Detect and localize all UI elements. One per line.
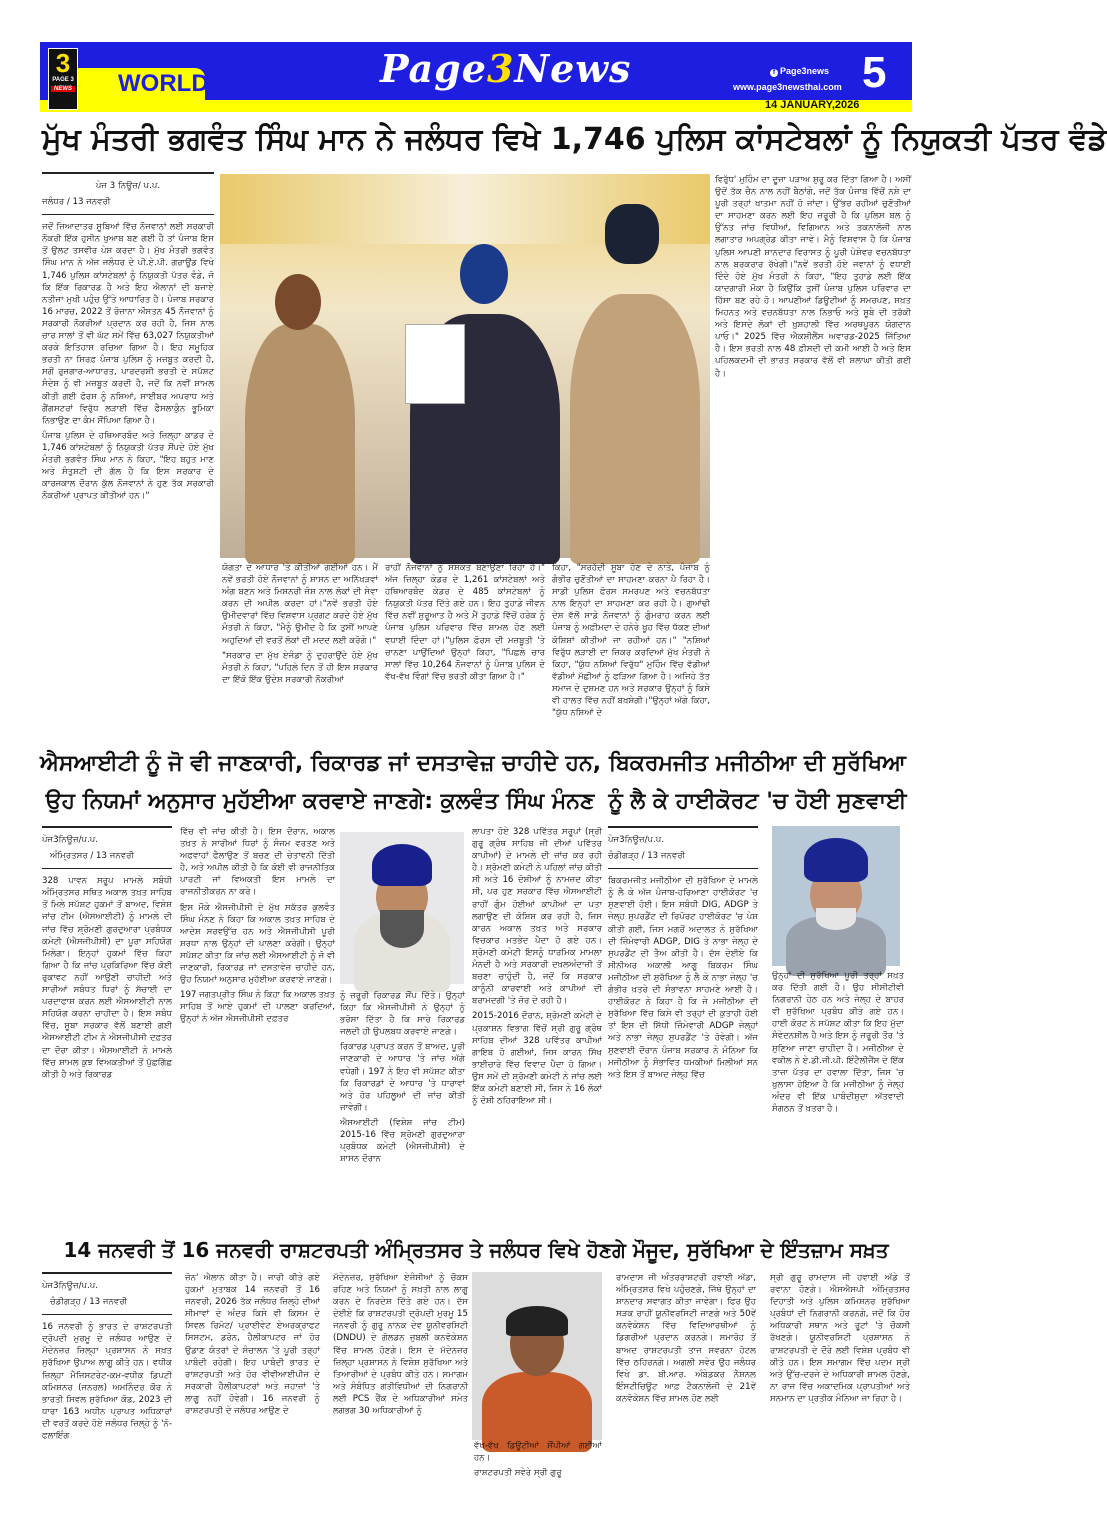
paragraph: 197 ਜਗਤਪ੍ਰੀਤ ਸਿੰਘ ਨੇ ਕਿਹਾ ਕਿ ਅਕਾਲ ਤਖ਼ਤ ਸਾਹਿਬ ਤੋਂ ਆਏ ਹੁਕਮਾਂ ਦੀ ਪਾਲਣਾ ਕਰਦਿਆਂ, ਉਨ੍ਹਾਂ ਨੇ ਅੱਜ ਐਸਜੀਪੀਸੀ ਦਫ਼ਤਰ [180,990,335,1025]
story4-col5: ਰਾਮਦਾਸ ਜੀ ਅੰਤਰਰਾਸ਼ਟਰੀ ਹਵਾਈ ਅੱਡਾ, ਅੰਮ੍ਰਿਤਸਰ ਵਿਖੇ ਪਹੁੰਚਣਗੇ, ਜਿੱਥੇ ਉਨ੍ਹਾਂ ਦਾ ਸ਼ਾਨਦਾਰ ਸਵਾਗਤ ਕੀਤਾ ਜਾਵੇਗਾ। ਫਿਰ ਉਹ ਸੜਕ ਰਾਹੀਂ ਯੂਨੀਵਰਸਿਟੀ ਜਾਣਗੇ ਅਤੇ 50ਵੇਂ ਕਨਵੋਕੇਸ਼ਨ ਵਿੱਚ ਵਿਦਿਆਰਥੀਆਂ ਨੂੰ ਡਿਗਰੀਆਂ ਪ੍ਰਦਾਨ ਕਰਨਗੇ। ਸਮਾਰੋਹ ਤੋਂ ਬਾਅਦ ਰਾਸ਼ਟਰਪਤੀ ਤਾਜ ਸਵਰਨਾ ਹੋਟਲ ਵਿੱਚ ਠਹਿਰਨਗੇ। ਅਗਲੀ ਸਵੇਰ ਉਹ ਜਲੰਧਰ ਵਿਖੇ ਡਾ. ਬੀ.ਆਰ. ਅੰਬੇਡਕਰ ਨੈਸ਼ਨਲ ਇੰਸਟੀਚਿਊਟ ਆਫ਼ ਟੈਕਨਾਲੋਜੀ ਦੇ 21ਵੇਂ ਕਨਵੋਕੇਸ਼ਨ ਵਿੱਚ ਸ਼ਾਮਲ ਹੋਣ ਲਈ [616,1273,756,1404]
president-photo [472,1272,602,1440]
logo-ribbon: NEWS [51,86,75,92]
facebook-icon: f [770,69,778,77]
story1-col5: ਵਿਰੁੱਧ' ਮੁਹਿੰਮ ਦਾ ਦੂਜਾ ਪੜਾਅ ਸ਼ੁਰੂ ਕਰ ਦਿੱਤਾ ਗਿਆ ਹੈ। ਅਸੀਂ ਉਦੋਂ ਤੱਕ ਚੈਨ ਨਾਲ ਨਹੀਂ ਬੈਠਾਂਗੇ, ਜਦੋਂ ਤੱਕ ਪੰਜਾਬ ਵਿੱਚੋਂ ਨਸ਼ੇ ਦਾ ਪੂਰੀ ਤਰ੍ਹਾਂ ਖਾਤਮਾ ਨਹੀਂ ਹੋ ਜਾਂਦਾ। ਉੱਭਰ ਰਹੀਆਂ ਚੁਣੌਤੀਆਂ ਦਾ ਸਾਹਮਣਾ ਕਰਨ ਲਈ ਇਹ ਜ਼ਰੂਰੀ ਹੈ ਕਿ ਪੁਲਿਸ ਬਲ ਨੂੰ ਉੱਨਤ ਜਾਂਚ ਵਿਧੀਆਂ, ਵਿਗਿਆਨ ਅਤੇ ਤਕਨਾਲੋਜੀ ਨਾਲ ਲਗਾਤਾਰ ਅਪਗ੍ਰੇਡ ਕੀਤਾ ਜਾਵੇ। ਮੈਨੂੰ ਵਿਸ਼ਵਾਸ ਹੈ ਕਿ ਪੰਜਾਬ ਪੁਲਿਸ ਆਪਣੀ ਸ਼ਾਨਦਾਰ ਵਿਰਾਸਤ ਨੂੰ ਪੂਰੀ ਪੇਸ਼ੇਵਰ ਵਚਨਬੱਧਤਾ ਨਾਲ ਬਰਕਰਾਰ ਰੱਖੇਗੀ।"ਨਵੇਂ ਭਰਤੀ ਹੋਏ ਜਵਾਨਾਂ ਨੂੰ ਵਧਾਈ ਦਿੰਦੇ ਹੋਏ ਮੁੱਖ ਮੰਤਰੀ ਨੇ ਕਿਹਾ, "ਇਹ ਤੁਹਾਡੇ ਲਈ ਇੱਕ ਯਾਦਗਾਰੀ ਮੌਕਾ ਹੈ ਕਿਉਂਕਿ ਤੁਸੀਂ ਪੰਜਾਬ ਪੁਲਿਸ ਪਰਿਵਾਰ ਦਾ ਹਿੱਸਾ ਬਣ ਰਹੇ ਹੋ। ਆਪਣੀਆਂ ਡਿਊਟੀਆਂ ਨੂੰ ਸਮਰਪਣ, ਸਖ਼ਤ ਮਿਹਨਤ ਅਤੇ ਵਚਨਬੱਧਤਾ ਨਾਲ ਨਿਭਾਓ ਅਤੇ ਸੂਬੇ ਦੀ ਤਰੱਕੀ ਅਤੇ ਇਸਦੇ ਲੋਕਾਂ ਦੀ ਖ਼ੁਸ਼ਹਾਲੀ ਵਿੱਚ ਅਰਥਪੂਰਨ ਯੋਗਦਾਨ ਪਾਓ।" 2025 ਵਿੱਚ ਐਕਸੀਲੈਂਸ ਅਵਾਰਡ-2025 ਜਿੱਤਿਆ ਹੈ। ਇਸ ਭਰਤੀ ਨਾਲ 48 ਫ਼ੀਸਦੀ ਦੀ ਕਮੀ ਆਈ ਹੈ ਅਤੇ ਇਸ ਪਹਿਲਕਦਮੀ ਦੀ ਭਾਰਤ ਸਰਕਾਰ ਵੱਲੋਂ ਵੀ ਸ਼ਲਾਘਾ ਕੀਤੀ ਗਈ ਹੈ। [715,175,911,379]
paragraph: 328 ਪਾਵਨ ਸਰੂਪ ਮਾਮਲੇ ਸਬੰਧੀ ਅੰਮ੍ਰਿਤਸਰ ਸਥਿਤ ਅਕਾਲ ਤਖ਼ਤ ਸਾਹਿਬ ਤੋਂ ਮਿਲੇ ਸਪੱਸ਼ਟ ਹੁਕਮਾਂ ਤੋਂ ਬਾਅਦ, ਵਿਸ਼ੇਸ਼ ਜਾਂਚ ਟੀਮ (ਐਸਆਈਟੀ) ਨੂੰ ਮਾਮਲੇ ਦੀ ਜਾਂਚ ਵਿੱਚ ਸ਼੍ਰੋਮਣੀ ਗੁਰਦੁਆਰਾ ਪ੍ਰਬੰਧਕ ਕਮੇਟੀ (ਐਸਜੀਪੀਸੀ) ਦਾ ਪੂਰਾ ਸਹਿਯੋਗ ਮਿਲੇਗਾ। ਇਨ੍ਹਾਂ ਹੁਕਮਾਂ ਵਿੱਚ ਕਿਹਾ ਗਿਆ ਹੈ ਕਿ ਜਾਂਚ ਪ੍ਰਕਿਰਿਆ ਵਿੱਚ ਕੋਈ ਰੁਕਾਵਟ ਨਹੀਂ ਆਉਣੀ ਚਾਹੀਦੀ ਅਤੇ ਸਾਰੀਆਂ ਸਬੰਧਤ ਧਿਰਾਂ ਨੂੰ ਸੱਚਾਈ ਦਾ ਪਰਦਾਫਾਸ਼ ਕਰਨ ਲਈ ਐਸਆਈਟੀ ਨਾਲ ਸਹਿਯੋਗ ਕਰਨਾ ਚਾਹੀਦਾ ਹੈ। ਇਸ ਸਬੰਧ ਵਿੱਚ, ਸੂਬਾ ਸਰਕਾਰ ਵੱਲੋਂ ਬਣਾਈ ਗਈ ਐਸਆਈਟੀ ਟੀਮ ਨੇ ਐਸਜੀਪੀਸੀ ਦਫ਼ਤਰ ਦਾ ਦੌਰਾ ਕੀਤਾ। ਐਸਆਈਟੀ ਨੇ ਮਾਮਲੇ ਵਿੱਚ ਸ਼ਾਮਲ ਕੁਝ ਵਿਅਕਤੀਆਂ ਤੋਂ ਪੁੱਛਗਿੱਛ ਕੀਤੀ ਹੈ ਅਤੇ ਰਿਕਾਰਡ [42,876,172,1080]
story1-col3: ਰਾਹੀਂ ਨੌਜਵਾਨਾਂ ਨੂੰ ਸਸ਼ਕਤ ਬਣਾਉਣਾ ਰਿਹਾ ਹੈ।" ਅੱਜ ਜ਼ਿਲ੍ਹਾ ਕੇਡਰ ਦੇ 1,261 ਕਾਂਸਟੇਬਲਾਂ ਅਤੇ ਹਥਿਆਰਬੰਦ ਕੇਡਰ ਦੇ 485 ਕਾਂਸਟੇਬਲਾਂ ਨੂੰ ਨਿਯੁਕਤੀ ਪੱਤਰ ਦਿੱਤੇ ਗਏ ਹਨ। ਇਹ ਤੁਹਾਡੇ ਜੀਵਨ ਵਿੱਚ ਨਵੀਂ ਸ਼ੁਰੂਆਤ ਹੈ ਅਤੇ ਮੈਂ ਤੁਹਾਡੇ ਵਿੱਚੋਂ ਹਰੇਕ ਨੂੰ ਪੰਜਾਬ ਪੁਲਿਸ ਪਰਿਵਾਰ ਵਿੱਚ ਸ਼ਾਮਲ ਹੋਣ ਲਈ ਵਧਾਈ ਦਿੰਦਾ ਹਾਂ।"ਪੁਲਿਸ ਫੋਰਸ ਦੀ ਮਜ਼ਬੂਤੀ 'ਤੇ ਚਾਨਣਾ ਪਾਉਂਦਿਆਂ ਉਨ੍ਹਾਂ ਕਿਹਾ, "ਪਿਛਲੇ ਚਾਰ ਸਾਲਾਂ ਵਿੱਚ 10,264 ਨੌਜਵਾਨਾਂ ਨੂੰ ਪੰਜਾਬ ਪੁਲਿਸ ਦੇ ਵੱਖ-ਵੱਖ ਵਿੰਗਾਂ ਵਿੱਚ ਭਰਤੀ ਕੀਤਾ ਗਿਆ ਹੈ।" [385,563,545,682]
agency: ਪੇਜ3ਨਿਊਜ਼/ਪ.ਪ. [42,1281,99,1291]
story2-col2 [180,826,335,1224]
story4-col3: ਮੱਦੇਨਜ਼ਰ, ਸੁਰੱਖਿਆ ਏਜੰਸੀਆਂ ਨੂੰ ਚੌਕਸ ਰਹਿਣ ਅਤੇ ਨਿਯਮਾਂ ਨੂੰ ਸਖ਼ਤੀ ਨਾਲ ਲਾਗੂ ਕਰਨ ਦੇ ਨਿਰਦੇਸ਼ ਦਿੱਤੇ ਗਏ ਹਨ। ਦੱਸ ਦੇਈਏ ਕਿ ਰਾਸ਼ਟਰਪਤੀ ਦ੍ਰੋਪਦੀ ਮੁਰਮੂ 15 ਜਨਵਰੀ ਨੂੰ ਗੁਰੂ ਨਾਨਕ ਦੇਵ ਯੂਨੀਵਰਸਿਟੀ (DNDU) ਦੇ ਗੋਲਡਨ ਜੁਬਲੀ ਕਨਵੋਕੇਸ਼ਨ ਵਿੱਚ ਸ਼ਾਮਲ ਹੋਣਗੇ। ਇਸ ਦੇ ਮੱਦੇਨਜ਼ਰ ਜ਼ਿਲ੍ਹਾ ਪ੍ਰਸ਼ਾਸਨ ਨੇ ਵਿਸ਼ੇਸ਼ ਸੁਰੱਖਿਆ ਅਤੇ ਤਿਆਰੀਆਂ ਦੇ ਪ੍ਰਬੰਧ ਕੀਤੇ ਹਨ। ਸਮਾਗਮ ਅਤੇ ਸੰਬੰਧਿਤ ਗਤੀਵਿਧੀਆਂ ਦੀ ਨਿਗਰਾਨੀ ਲਈ PCS ਰੈਂਕ ਦੇ ਅਧਿਕਾਰੀਆਂ ਸਮੇਤ ਲਗਭਗ 30 ਅਧਿਕਾਰੀਆਂ ਨੂੰ [333,1273,468,1417]
section-label: WORLD [118,70,209,97]
story3-headline [605,745,910,821]
paragraph: ਨੂੰ ਜ਼ਰੂਰੀ ਰਿਕਾਰਡ ਸੌਂਪ ਦਿੱਤੇ। ਉਨ੍ਹਾਂ ਕਿਹਾ ਕਿ ਐਸਜੀਪੀਸੀ ਨੇ ਉਨ੍ਹਾਂ ਨੂੰ ਭਰੋਸਾ ਦਿੱਤਾ ਹੈ ਕਿ ਸਾਰੇ ਰਿਕਾਰਡ ਜਲਦੀ ਹੀ ਉਪਲਬਧ ਕਰਵਾਏ ਜਾਣਗੇ। [340,991,465,1038]
story2-col1 [42,826,172,1224]
agency: ਪੇਜ3ਨਿਊਜ਼/ਪ.ਪ. [42,835,99,845]
story3-col1 [608,826,758,1224]
paragraph: ਵਿੱਚ ਵੀ ਜਾਂਚ ਕੀਤੀ ਹੈ। ਇਸ ਦੌਰਾਨ, ਅਕਾਲ ਤਖ਼ਤ ਨੇ ਸਾਰੀਆਂ ਧਿਰਾਂ ਨੂੰ ਸੰਜਮ ਵਰਤਣ ਅਤੇ ਅਫਵਾਹਾਂ ਫੈਲਾਉਣ ਤੋਂ ਬਚਣ ਦੀ ਚੇਤਾਵਨੀ ਦਿੱਤੀ ਹੈ, ਅਤੇ ਅਪੀਲ ਕੀਤੀ ਹੈ ਕਿ ਕੋਈ ਵੀ ਰਾਜਨੀਤਿਕ ਪਾਰਟੀ ਜਾਂ ਵਿਅਕਤੀ ਇਸ ਮਾਮਲੇ ਦਾ ਰਾਜਨੀਤੀਕਰਨ ਨਾ ਕਰੇ। [180,827,335,898]
story2-byline [42,826,172,869]
paragraph: ਰਾਸ਼ਟਰਪਤੀ ਸਵੇਰੇ ਸ੍ਰੀ ਗੁਰੂ [474,1468,562,1479]
story4-col1 [42,1272,172,1500]
paragraph: ਬਿਕਰਮਜੀਤ ਮਜੀਠੀਆ ਦੀ ਸੁਰੱਖਿਆ ਦੇ ਮਾਮਲੇ ਨੂੰ ਲੈ ਕੇ ਅੱਜ ਪੰਜਾਬ-ਹਰਿਆਣਾ ਹਾਈਕੋਰਟ 'ਚ ਸੁਣਵਾਈ ਹੋਈ। ਇਸ ਸਬੰਧੀ DIG, ADGP ਤੇ ਜੇਲ੍ਹ ਸੁਪਰਡੈਂਟ ਦੀ ਰਿਪੋਰਟ ਹਾਈਕੋਰਟ 'ਚ ਪੇਸ਼ ਕੀਤੀ ਗਈ, ਜਿਸ ਮਗਰੋਂ ਅਦਾਲਤ ਨੇ ਸੁਰੱਖਿਆ ਦੀ ਜ਼ਿੰਮੇਵਾਰੀ ADGP, DIG ਤੇ ਨਾਭਾ ਜੇਲ੍ਹ ਦੇ ਸੁਪਰਡੈਂਟ ਦੀ ਤੈਅ ਕੀਤੀ ਹੈ। ਦੱਸ ਦੇਈਏ ਕਿ ਸੀਨੀਅਰ ਅਕਾਲੀ ਆਗੂ ਬਿਕਰਮ ਸਿੰਘ ਮਜੀਠੀਆ ਦੀ ਸੁਰੱਖਿਆ ਨੂੰ ਲੈ ਕੇ ਨਾਭਾ ਜੇਲ੍ਹ 'ਚ ਗੰਭੀਰ ਖ਼ਤਰੇ ਦੀ ਸੰਭਾਵਨਾ ਸਾਹਮਣੇ ਆਈ ਹੈ। ਹਾਈਕੋਰਟ ਨੇ ਕਿਹਾ ਹੈ ਕਿ ਜੇ ਮਜੀਠੀਆ ਦੀ ਸੁਰੱਖਿਆ ਵਿੱਚ ਕਿਸੇ ਵੀ ਤਰ੍ਹਾਂ ਦੀ ਕੁਤਾਹੀ ਹੋਈ ਤਾਂ ਇਸ ਦੀ ਸਿੱਧੀ ਜ਼ਿੰਮੇਵਾਰੀ ADGP ਜੇਲ੍ਹਾਂ ਅਤੇ ਨਾਭਾ ਜੇਲ੍ਹ ਸੁਪਰਡੈਂਟ 'ਤੇ ਹੋਵੇਗੀ। ਅੱਜ ਸੁਣਵਾਈ ਦੌਰਾਨ ਪੰਜਾਬ ਸਰਕਾਰ ਨੇ ਮੰਨਿਆ ਕਿ ਮਜੀਠੀਆ ਨੂੰ ਸੰਭਾਵਿਤ ਧਮਕੀਆਂ ਮਿਲੀਆਂ ਸਨ ਅਤੇ ਇਸ ਤੋਂ ਬਾਅਦ ਜੇਲ੍ਹ ਵਿੱਚ [608,876,758,1080]
paragraph: ਜਦੋਂ ਜ਼ਿਆਦਾਤਰ ਸੂਬਿਆਂ ਵਿੱਚ ਨੌਜਵਾਨਾਂ ਲਈ ਸਰਕਾਰੀ ਨੌਕਰੀ ਇੱਕ ਹੁਸੀਨ ਖੁਆਬ ਬਣ ਗਈ ਹੈ ਤਾਂ ਪੰਜਾਬ ਇਸ ਤੋਂ ਉਲਟ ਤਸਵੀਰ ਪੇਸ਼ ਕਰਦਾ ਹੈ। ਮੁੱਖ ਮੰਤਰੀ ਭਗਵੰਤ ਸਿੰਘ ਮਾਨ ਨੇ ਅੱਜ ਜਲੰਧਰ ਦੇ ਪੀ.ਏ.ਪੀ. ਗਰਾਊਂਡ ਵਿਖੇ 1,746 ਪੁਲਿਸ ਕਾਂਸਟੇਬਲਾਂ ਨੂੰ ਨਿਯੁਕਤੀ ਪੱਤਰ ਵੰਡੇ, ਜੋ ਕਿ ਇੱਕ ਰਿਕਾਰਡ ਹੈ ਅਤੇ ਇਹ ਐਲਾਨਾਂ ਦੀ ਬਜਾਏ ਨਤੀਜਾ ਮੁਖੀ ਪਹੁੰਚ ਉੱਤੇ ਆਧਾਰਿਤ ਹੈ। ਪੰਜਾਬ ਸਰਕਾਰ 16 ਮਾਰਚ, 2022 ਤੋਂ ਰੋਜ਼ਾਨਾ ਔਸਤਨ 45 ਨੌਜਵਾਨਾਂ ਨੂੰ ਸਰਕਾਰੀ ਨੌਕਰੀਆਂ ਪ੍ਰਦਾਨ ਕਰ ਰਹੀ ਹੈ, ਜਿਸ ਨਾਲ ਚਾਰ ਸਾਲਾਂ ਤੋਂ ਵੀ ਘੱਟ ਸਮੇਂ ਵਿੱਚ 63,027 ਨਿਯੁਕਤੀਆਂ ਕਰਕੇ ਇਤਿਹਾਸ ਰਚਿਆ ਗਿਆ ਹੈ। ਇਹ ਸਮੂਹਿਕ ਭਰਤੀ ਨਾ ਸਿਰਫ਼ ਪੰਜਾਬ ਪੁਲਿਸ ਨੂੰ ਮਜ਼ਬੂਤ ਕਰਦੀ ਹੈ, ਸਗੋਂ ਰੁਜ਼ਗਾਰ-ਆਧਾਰਤ, ਪਾਰਦਰਸ਼ੀ ਭਰਤੀ ਦੇ ਸਪੱਸ਼ਟ ਸੰਦੇਸ਼ ਨੂੰ ਵੀ ਮਜ਼ਬੂਤ ਕਰਦੀ ਹੈ, ਜਦੋਂ ਕਿ ਨਵੀਂ ਸ਼ਾਮਲ ਕੀਤੀ ਗਈ ਫੋਰਸ ਨੂੰ ਨਸ਼ਿਆਂ, ਸਾਈਬਰ ਅਪਰਾਧ ਅਤੇ ਗੈਂਗਸਟਰਾਂ ਵਿਰੁੱਧ ਲੜਾਈ ਵਿੱਚ ਫੈਸਲਾਕੁੰਨ ਭੂਮਿਕਾ ਨਿਭਾਉਣ ਦਾ ਕੰਮ ਸੌਂਪਿਆ ਗਿਆ ਹੈ। [42,222,214,426]
website-link[interactable]: www.page3newsthai.com [733,82,842,92]
story1-photo [220,174,710,558]
page-number: 5 [862,48,887,97]
dateline: ਚੰਡੀਗੜ੍ਹ / 13 ਜਨਵਰੀ [608,851,686,862]
issue-date: 14 JANUARY,2026 [765,99,860,111]
headline-line: ਬਿਕਰਮਜੀਤ ਮਜੀਠੀਆ ਦੀ ਸੁਰੱਖਿਆ [609,751,906,776]
paragraph: ਪੰਜਾਬ ਪੁਲਿਸ ਦੇ ਹਥਿਆਰਬੰਦ ਅਤੇ ਜ਼ਿਲ੍ਹਾ ਕਾਡਰ ਦੇ 1,746 ਕਾਂਸਟੇਬਲਾਂ ਨੂੰ ਨਿਯੁਕਤੀ ਪੱਤਰ ਸੌਂਪਦੇ ਹੋਏ ਮੁੱਖ ਮੰਤਰੀ ਭਗਵੰਤ ਸਿੰਘ ਮਾਨ ਨੇ ਕਿਹਾ, "ਇਹ ਬਹੁਤ ਮਾਣ ਅਤੇ ਸੰਤੁਸ਼ਟੀ ਦੀ ਗੱਲ ਹੈ ਕਿ ਇਸ ਸਰਕਾਰ ਦੇ ਕਾਰਜਕਾਲ ਦੌਰਾਨ ਕੁੱਲ ਨੌਜਵਾਨਾਂ ਨੇ ਹੁਣ ਤੱਕ ਸਰਕਾਰੀ ਨੌਕਰੀਆਂ ਪ੍ਰਾਪਤ ਕੀਤੀਆਂ ਹਨ।" [42,430,214,502]
majithia-photo [772,826,900,966]
story4-byline [42,1272,172,1315]
story4-headline: 14 ਜਨਵਰੀ ਤੋਂ 16 ਜਨਵਰੀ ਰਾਸ਼ਟਰਪਤੀ ਅੰਮ੍ਰਿਤਸਰ ਤੇ ਜਲੰਧਰ ਵਿਖੇ ਹੋਣਗੇ ਮੌਜੂਦ, ਸੁਰੱਖਿਆ ਦੇ ਇੰਤਜ਼ਾਮ ਸਖ਼ਤ [63,1238,889,1262]
story1-col2 [222,562,378,735]
story2-col4 [472,826,602,1224]
logo-number: 3 [55,48,71,78]
story4-col2: ਜ਼ੋਨ' ਐਲਾਨ ਕੀਤਾ ਹੈ। ਜਾਰੀ ਕੀਤੇ ਗਏ ਹੁਕਮਾਂ ਮੁਤਾਬਕ 14 ਜਨਵਰੀ ਤੋਂ 16 ਜਨਵਰੀ, 2026 ਤੱਕ ਜਲੰਧਰ ਜ਼ਿਲ੍ਹੇ ਦੀਆਂ ਸੀਮਾਵਾਂ ਦੇ ਅੰਦਰ ਕਿਸੇ ਵੀ ਕਿਸਮ ਦੇ ਸਿਵਲ ਰਿਮੋਟ/ ਪ੍ਰਾਈਵੇਟ ਏਅਰਕ੍ਰਾਫਟ ਸਿਸਟਮ, ਡਰੋਨ, ਹੈਲੀਕਾਪਟਰ ਜਾਂ ਹੋਰ ਉਡਾਣ ਯੰਤਰਾਂ ਦੇ ਸੰਚਾਲਨ 'ਤੇ ਪੂਰੀ ਤਰ੍ਹਾਂ ਪਾਬੰਦੀ ਰਹੇਗੀ। ਇਹ ਪਾਬੰਦੀ ਭਾਰਤ ਦੇ ਰਾਸ਼ਟਰਪਤੀ ਅਤੇ ਹੋਰ ਵੀਵੀਆਈਪੀਜ਼ ਦੇ ਸਰਕਾਰੀ ਹੈਲੀਕਾਪਟਰਾਂ ਅਤੇ ਜਹਾਜ਼ਾਂ 'ਤੇ ਲਾਗੂ ਨਹੀਂ ਹੋਵੇਗੀ। 16 ਜਨਵਰੀ ਨੂੰ ਰਾਸ਼ਟਰਪਤੀ ਦੇ ਜਲੰਧਰ ਆਉਣ ਦੇ [185,1273,320,1417]
headline-line: ਉਹ ਨਿਯਮਾਂ ਅਨੁਸਾਰ ਮੁਹੱਈਆ ਕਰਵਾਏ ਜਾਣਗੇ: ਕੁਲਵੰਤ ਸਿੰਘ ਮੰਨਣ [45,789,595,814]
paragraph: "ਸਰਕਾਰ ਦਾ ਮੁੱਖ ਏਜੰਡਾ ਨੂੰ ਦੁਹਰਾਉਂਦੇ ਹੋਏ ਮੁੱਖ ਮੰਤਰੀ ਨੇ ਕਿਹਾ, "ਪਹਿਲੇ ਦਿਨ ਤੋਂ ਹੀ ਇਸ ਸਰਕਾਰ ਦਾ ਇੱਕੋ ਇੱਕ ਉਦੇਸ਼ ਸਰਕਾਰੀ ਨੌਕਰੀਆਂ [222,650,378,685]
story1-col1 [42,172,214,735]
story1-col4: ਕਿਹਾ, "ਸਰਹੱਦੀ ਸੂਬਾ ਹੋਣ ਦੇ ਨਾਤੇ, ਪੰਜਾਬ ਨੂੰ ਗੰਭੀਰ ਚੁਣੌਤੀਆਂ ਦਾ ਸਾਹਮਣਾ ਕਰਨਾ ਪੈ ਰਿਹਾ ਹੈ। ਸਾਡੀ ਪੁਲਿਸ ਫੋਰਸ ਸਮਰਪਣ ਅਤੇ ਵਚਨਬੱਧਤਾ ਨਾਲ ਇਨ੍ਹਾਂ ਦਾ ਸਾਹਮਣਾ ਕਰ ਰਹੀ ਹੈ। ਗੁਆਂਢੀ ਦੇਸ਼ ਵੱਲੋਂ ਸਾਡੇ ਨੌਜਵਾਨਾਂ ਨੂੰ ਗੁੰਮਰਾਹ ਕਰਨ ਲਈ ਪੰਜਾਬ ਨੂੰ ਅਫ਼ੀਮਦਾ ਦੇ ਹਨੇਰੇ ਖੂਹ ਵਿੱਚ ਧੱਕਣ ਦੀਆਂ ਕੋਸ਼ਿਸ਼ਾਂ ਕੀਤੀਆਂ ਜਾ ਰਹੀਆਂ ਹਨ।" "ਨਸ਼ਿਆਂ ਵਿਰੁੱਧ ਲੜਾਈ ਦਾ ਜ਼ਿਕਰ ਕਰਦਿਆਂ ਮੁੱਖ ਮੰਤਰੀ ਨੇ ਕਿਹਾ, "ਯੁੱਧ ਨਸ਼ਿਆਂ ਵਿਰੁੱਧ" ਮੁਹਿੰਮ ਵਿੱਚ ਵੱਡੀਆਂ ਵੱਡੀਆਂ ਮੱਛੀਆਂ ਨੂੰ ਫੜਿਆ ਗਿਆ ਹੈ। ਅਜਿਹੇ ਤੱਤ ਸਮਾਜ ਦੇ ਦੁਸ਼ਮਣ ਹਨ ਅਤੇ ਸਰਕਾਰ ਉਨ੍ਹਾਂ ਨੂੰ ਕਿਸੇ ਵੀ ਹਾਲਤ ਵਿੱਚ ਨਹੀਂ ਬਖ਼ਸ਼ੇਗੀ।"ਉਨ੍ਹਾਂ ਅੱਗੇ ਕਿਹਾ, "ਯੁੱਧ ਨਸ਼ਿਆਂ ਦੇ [552,563,710,719]
brand-title: Page3News [380,46,632,91]
dateline: ਜਲੰਧਰ / 13 ਜਨਵਰੀ [42,197,111,208]
agency: ਪੇਜ3ਨਿਊਜ਼/ਪ.ਪ. [608,835,665,845]
paragraph: ਯੋਗਤਾ ਦੇ ਆਧਾਰ 'ਤੇ ਕੀਤੀਆਂ ਗਈਆਂ ਹਨ। ਮੈਂ ਨਵੇਂ ਭਰਤੀ ਹੋਏ ਨੌਜਵਾਨਾਂ ਨੂੰ ਸ਼ਾਸਨ ਦਾ ਅਨਿੱਖੜਵਾਂ ਅੰਗ ਬਣਨ ਅਤੇ ਮਿਸ਼ਨਰੀ ਜੋਸ਼ ਨਾਲ ਲੋਕਾਂ ਦੀ ਸੇਵਾ ਕਰਨ ਦੀ ਅਪੀਲ ਕਰਦਾ ਹਾਂ।"ਨਵੇਂ ਭਰਤੀ ਹੋਏ ਉਮੀਦਵਾਰਾਂ ਵਿੱਚ ਵਿਸ਼ਵਾਸ ਪ੍ਰਗਟ ਕਰਦੇ ਹੋਏ ਮੁੱਖ ਮੰਤਰੀ ਨੇ ਕਿਹਾ, "ਮੈਨੂੰ ਉਮੀਦ ਹੈ ਕਿ ਤੁਸੀਂ ਆਪਣੇ ਅਹੁਦਿਆਂ ਦੀ ਵਰਤੋਂ ਲੋਕਾਂ ਦੀ ਮਦਦ ਲਈ ਕਰੋਗੇ।" [222,563,378,646]
story1-byline [42,172,214,215]
photo-caption: ਵੱਖ-ਵੱਖ ਡਿਊਟੀਆਂ ਸੌਂਪੀਆਂ ਗਈਆਂ ਹਨ। [474,1441,602,1464]
story3-byline [608,826,758,869]
headline-line: ਨੂੰ ਲੈ ਕੇ ਹਾਈਕੋਰਟ 'ਚ ਹੋਈ ਸੁਣਵਾਈ [608,789,907,814]
logo-text: PAGE 3 [52,77,74,83]
paragraph: ਲਾਪਤਾ ਹੋਏ 328 ਪਵਿੱਤਰ ਸਰੂਪਾਂ (ਸ੍ਰੀ ਗੁਰੂ ਗ੍ਰੰਥ ਸਾਹਿਬ ਜੀ ਦੀਆਂ ਪਵਿੱਤਰ ਕਾਪੀਆਂ) ਦੇ ਮਾਮਲੇ ਦੀ ਜਾਂਚ ਕਰ ਰਹੀ ਹੈ। ਸ਼੍ਰੋਮਣੀ ਕਮੇਟੀ ਨੇ ਪਹਿਲਾਂ ਜਾਂਚ ਕੀਤੀ ਸੀ ਅਤੇ 16 ਦੋਸ਼ੀਆਂ ਨੂੰ ਨਾਮਜ਼ਦ ਕੀਤਾ ਸੀ, ਪਰ ਹੁਣ ਸਰਕਾਰ ਵਿੱਚ ਐਸਆਈਟੀ ਰਾਹੀਂ ਗੁੰਮ ਹੋਈਆਂ ਕਾਪੀਆਂ ਦਾ ਪਤਾ ਲਗਾਉਣ ਦੀ ਕੋਸ਼ਿਸ਼ ਕਰ ਰਹੀ ਹੈ, ਜਿਸ ਕਾਰਨ ਅਕਾਲ ਤਖ਼ਤ ਅਤੇ ਸਰਕਾਰ ਵਿਚਕਾਰ ਮਤਭੇਦ ਪੈਦਾ ਹੋ ਗਏ ਹਨ। ਸ਼੍ਰੋਮਣੀ ਕਮੇਟੀ ਇਸਨੂੰ ਧਾਰਮਿਕ ਮਾਮਲਾ ਮੰਨਦੀ ਹੈ ਅਤੇ ਸਰਕਾਰੀ ਦਖ਼ਲਅੰਦਾਜ਼ੀ ਤੋਂ ਬਚਣਾ ਚਾਹੁੰਦੀ ਹੈ, ਜਦੋਂ ਕਿ ਸਰਕਾਰ ਕਾਨੂੰਨੀ ਕਾਰਵਾਈ ਅਤੇ ਕਾਪੀਆਂ ਦੀ ਬਰਾਮਦਗੀ 'ਤੇ ਜ਼ੋਰ ਦੇ ਰਹੀ ਹੈ। [472,827,602,1007]
paragraph: ਐਸਆਈਟੀ (ਵਿਸ਼ੇਸ਼ ਜਾਂਚ ਟੀਮ) 2015-16 ਵਿੱਚ ਸ਼੍ਰੋਮਣੀ ਗੁਰਦੁਆਰਾ ਪ੍ਰਬੰਧਕ ਕਮੇਟੀ (ਐਸਜੀਪੀਸੀ) ਦੇ ਸ਼ਾਸਨ ਦੌਰਾਨ [340,1117,465,1165]
story2-col3 [340,990,465,1224]
headline-line: ਐਸਆਈਟੀ ਨੂੰ ਜੋ ਵੀ ਜਾਣਕਾਰੀ, ਰਿਕਾਰਡ ਜਾਂ ਦਸਤਾਵੇਜ਼ ਚਾਹੀਦੇ ਹਨ, [40,751,602,776]
dateline: ਅੰਮ੍ਰਿਤਸਰ / 13 ਜਨਵਰੀ [50,851,134,862]
agency: ਪੇਜ 3 ਨਿਊਜ਼/ ਪ.ਪ. [95,181,161,191]
kulwant-singh-photo [340,832,464,984]
paragraph: 16 ਜਨਵਰੀ ਨੂੰ ਭਾਰਤ ਦੇ ਰਾਸ਼ਟਰਪਤੀ ਦ੍ਰੋਪਦੀ ਮੁਰਮੂ ਦੇ ਜਲੰਧਰ ਆਉਣ ਦੇ ਮੱਦੇਨਜ਼ਰ ਜ਼ਿਲ੍ਹਾ ਪ੍ਰਸ਼ਾਸਨ ਨੇ ਸਖ਼ਤ ਸੁਰੱਖਿਆ ਉਪਾਅ ਲਾਗੂ ਕੀਤੇ ਹਨ। ਵਧੀਕ ਜ਼ਿਲ੍ਹਾ ਮੈਜਿਸਟਰੇਟ-ਕਮ-ਵਧੀਕ ਡਿਪਟੀ ਕਮਿਸ਼ਨਰ (ਜਨਰਲ) ਅਮਨਿੰਦਰ ਕੌਰ ਨੇ ਭਾਰਤੀ ਸਿਵਲ ਸੁਰੱਖਿਆ ਕੋਡ, 2023 ਦੀ ਧਾਰਾ 163 ਅਧੀਨ ਪ੍ਰਾਪਤ ਅਧਿਕਾਰਾਂ ਦੀ ਵਰਤੋਂ ਕਰਦੇ ਹੋਏ ਜਲੰਧਰ ਜ਼ਿਲ੍ਹੇ ਨੂੰ 'ਨੋ-ਫਲਾਇੰਗ [42,1322,172,1442]
story4-col6: ਸ੍ਰੀ ਗੁਰੂ ਰਾਮਦਾਸ ਜੀ ਹਵਾਈ ਅੱਡੇ ਤੋਂ ਰਵਾਨਾ ਹੋਣਗੇ। ਐਸਐਸਪੀ ਅੰਮ੍ਰਿਤਸਰ ਦਿਹਾਤੀ ਅਤੇ ਪੁਲਿਸ ਕਮਿਸ਼ਨਰ ਸੁਰੱਖਿਆ ਪ੍ਰਬੰਧਾਂ ਦੀ ਨਿਗਰਾਨੀ ਕਰਨਗੇ, ਜਦੋਂ ਕਿ ਹੋਰ ਅਧਿਕਾਰੀ ਸਥਾਨ ਅਤੇ ਰੂਟਾਂ 'ਤੇ ਚੌਕਸੀ ਰੱਖਣਗੇ। ਯੂਨੀਵਰਸਿਟੀ ਪ੍ਰਸ਼ਾਸਨ ਨੇ ਰਾਸ਼ਟਰਪਤੀ ਦੇ ਦੌਰੇ ਲਈ ਵਿਸ਼ੇਸ਼ ਪ੍ਰਬੰਧ ਵੀ ਕੀਤੇ ਹਨ। ਇਸ ਸਮਾਗਮ ਵਿੱਚ ਪਦਮ ਸ੍ਰੀ ਅਤੇ ਉੱਚ-ਦਰਜੇ ਦੇ ਅਧਿਕਾਰੀ ਸ਼ਾਮਲ ਹੋਣਗੇ, ਨਾ ਰਾਜ ਵਿੱਚ ਅਕਾਦਮਿਕ ਪ੍ਰਾਪਤੀਆਂ ਅਤੇ ਸਨਮਾਨ ਦਾ ਪ੍ਰਤੀਕ ਮੰਨਿਆ ਜਾ ਰਿਹਾ ਹੈ। [770,1273,910,1404]
story1-headline: ਮੁੱਖ ਮੰਤਰੀ ਭਗਵੰਤ ਸਿੰਘ ਮਾਨ ਨੇ ਜਲੰਧਰ ਵਿਖੇ 1,746 ਪੁਲਿਸ ਕਾਂਸਟੇਬਲਾਂ ਨੂੰ ਨਿਯੁਕਤੀ ਪੱਤਰ ਵੰਡੇ [42,122,1107,157]
paragraph: ਰਿਕਾਰਡ ਪ੍ਰਾਪਤ ਕਰਨ ਤੋਂ ਬਾਅਦ, ਪੂਰੀ ਜਾਣਕਾਰੀ ਦੇ ਆਧਾਰ 'ਤੇ ਜਾਂਚ ਅੱਗੇ ਵਧੇਗੀ। 197 ਨੇ ਇਹ ਵੀ ਸਪੱਸ਼ਟ ਕੀਤਾ ਕਿ ਰਿਕਾਰਡਾਂ ਦੇ ਆਧਾਰ 'ਤੇ ਧਾਰਾਵਾਂ ਅਤੇ ਹੋਰ ਪਹਿਲੂਆਂ ਦੀ ਜਾਂਚ ਕੀਤੀ ਜਾਵੇਗੀ। [340,1042,465,1113]
paragraph: 2015-2016 ਦੌਰਾਨ, ਸ਼੍ਰੋਮਣੀ ਕਮੇਟੀ ਦੇ ਪ੍ਰਕਾਸ਼ਨ ਵਿਭਾਗ ਵਿੱਚੋਂ ਸ੍ਰੀ ਗੁਰੂ ਗ੍ਰੰਥ ਸਾਹਿਬ ਦੀਆਂ 328 ਪਵਿੱਤਰ ਕਾਪੀਆਂ ਗਾਇਬ ਹੋ ਗਈਆਂ, ਜਿਸ ਕਾਰਨ ਸਿੱਖ ਭਾਈਚਾਰੇ ਵਿੱਚ ਵਿਵਾਦ ਪੈਦਾ ਹੋ ਗਿਆ। ਉਸ ਸਮੇਂ ਦੀ ਸ਼੍ਰੋਮਣੀ ਕਮੇਟੀ ਨੇ ਜਾਂਚ ਲਈ ਇੱਕ ਕਮੇਟੀ ਬਣਾਈ ਸੀ, ਜਿਸ ਨੇ 16 ਲੋਕਾਂ ਨੂੰ ਦੋਸ਼ੀ ਠਹਿਰਾਇਆ ਸੀ। [472,1011,602,1107]
page3-logo[interactable] [48,48,78,110]
paragraph: ਇਸ ਮੌਕੇ ਐਸਜੀਪੀਸੀ ਦੇ ਮੁੱਖ ਸਕੱਤਰ ਕੁਲਵੰਤ ਸਿੰਘ ਮੰਨਣ ਨੇ ਕਿਹਾ ਕਿ ਅਕਾਲ ਤਖ਼ਤ ਸਾਹਿਬ ਦੇ ਆਦੇਸ਼ ਸਰਵਉੱਚ ਹਨ ਅਤੇ ਐਸਜੀਪੀਸੀ ਪੂਰੀ ਸ਼ਰਧਾ ਨਾਲ ਉਨ੍ਹਾਂ ਦੀ ਪਾਲਣਾ ਕਰੇਗੀ। ਉਨ੍ਹਾਂ ਸਪੱਸ਼ਟ ਕੀਤਾ ਕਿ ਜਾਂਚ ਲਈ ਐਸਆਈਟੀ ਨੂੰ ਜੋ ਵੀ ਜਾਣਕਾਰੀ, ਰਿਕਾਰਡ ਜਾਂ ਦਸਤਾਵੇਜ਼ ਚਾਹੀਦੇ ਹਨ, ਉਹ ਨਿਯਮਾਂ ਅਨੁਸਾਰ ਮੁਹੱਈਆ ਕਰਵਾਏ ਜਾਣਗੇ। [180,902,335,986]
story3-col2: ਉਨ੍ਹਾਂ ਦੀ ਸੁਰੱਖਿਆ ਪੂਰੀ ਤਰ੍ਹਾਂ ਸਖ਼ਤ ਕਰ ਦਿੱਤੀ ਗਈ ਹੈ। ਉਹ ਸੀਸੀਟੀਵੀ ਨਿਗਰਾਨੀ ਹੇਠ ਹਨ ਅਤੇ ਜੇਲ੍ਹ ਦੇ ਬਾਹਰ ਵੀ ਸੁਰੱਖਿਆ ਪ੍ਰਬੰਧ ਕੀਤੇ ਗਏ ਹਨ। ਹਾਈ ਕੋਰਟ ਨੇ ਸਪੱਸ਼ਟ ਕੀਤਾ ਕਿ ਇਹ ਮੁੱਦਾ ਸੰਵੇਦਨਸ਼ੀਲ ਹੈ ਅਤੇ ਇਸ ਨੂੰ ਜ਼ਰੂਰੀ ਤੌਰ 'ਤੇ ਸੁਣਿਆ ਜਾਣਾ ਚਾਹੀਦਾ ਹੈ। ਮਜੀਠੀਆ ਦੇ ਵਕੀਲ ਨੇ ਏ.ਡੀ.ਜੀ.ਪੀ. ਇੰਟੈਲੀਜੈਂਸ ਦੇ ਇੱਕ ਤਾਜ਼ਾ ਪੱਤਰ ਦਾ ਹਵਾਲਾ ਦਿੱਤਾ, ਜਿਸ 'ਚ ਖੁਲਾਸਾ ਹੋਇਆ ਹੈ ਕਿ ਮਜੀਠੀਆ ਨੂੰ ਜੇਲ੍ਹ ਅੰਦਰ ਵੀ ਇੱਕ ਪਾਬੰਦੀਸ਼ੁਦਾ ਅੱਤਵਾਦੀ ਸੰਗਠਨ ਤੋਂ ਖ਼ਤਰਾ ਹੈ। [772,971,904,1115]
dateline: ਚੰਡੀਗੜ੍ਹ / 13 ਜਨਵਰੀ [50,1297,128,1308]
story4-col4 [474,1440,602,1500]
facebook-handle[interactable]: f Page3news [770,66,829,77]
story2-headline [40,745,600,821]
